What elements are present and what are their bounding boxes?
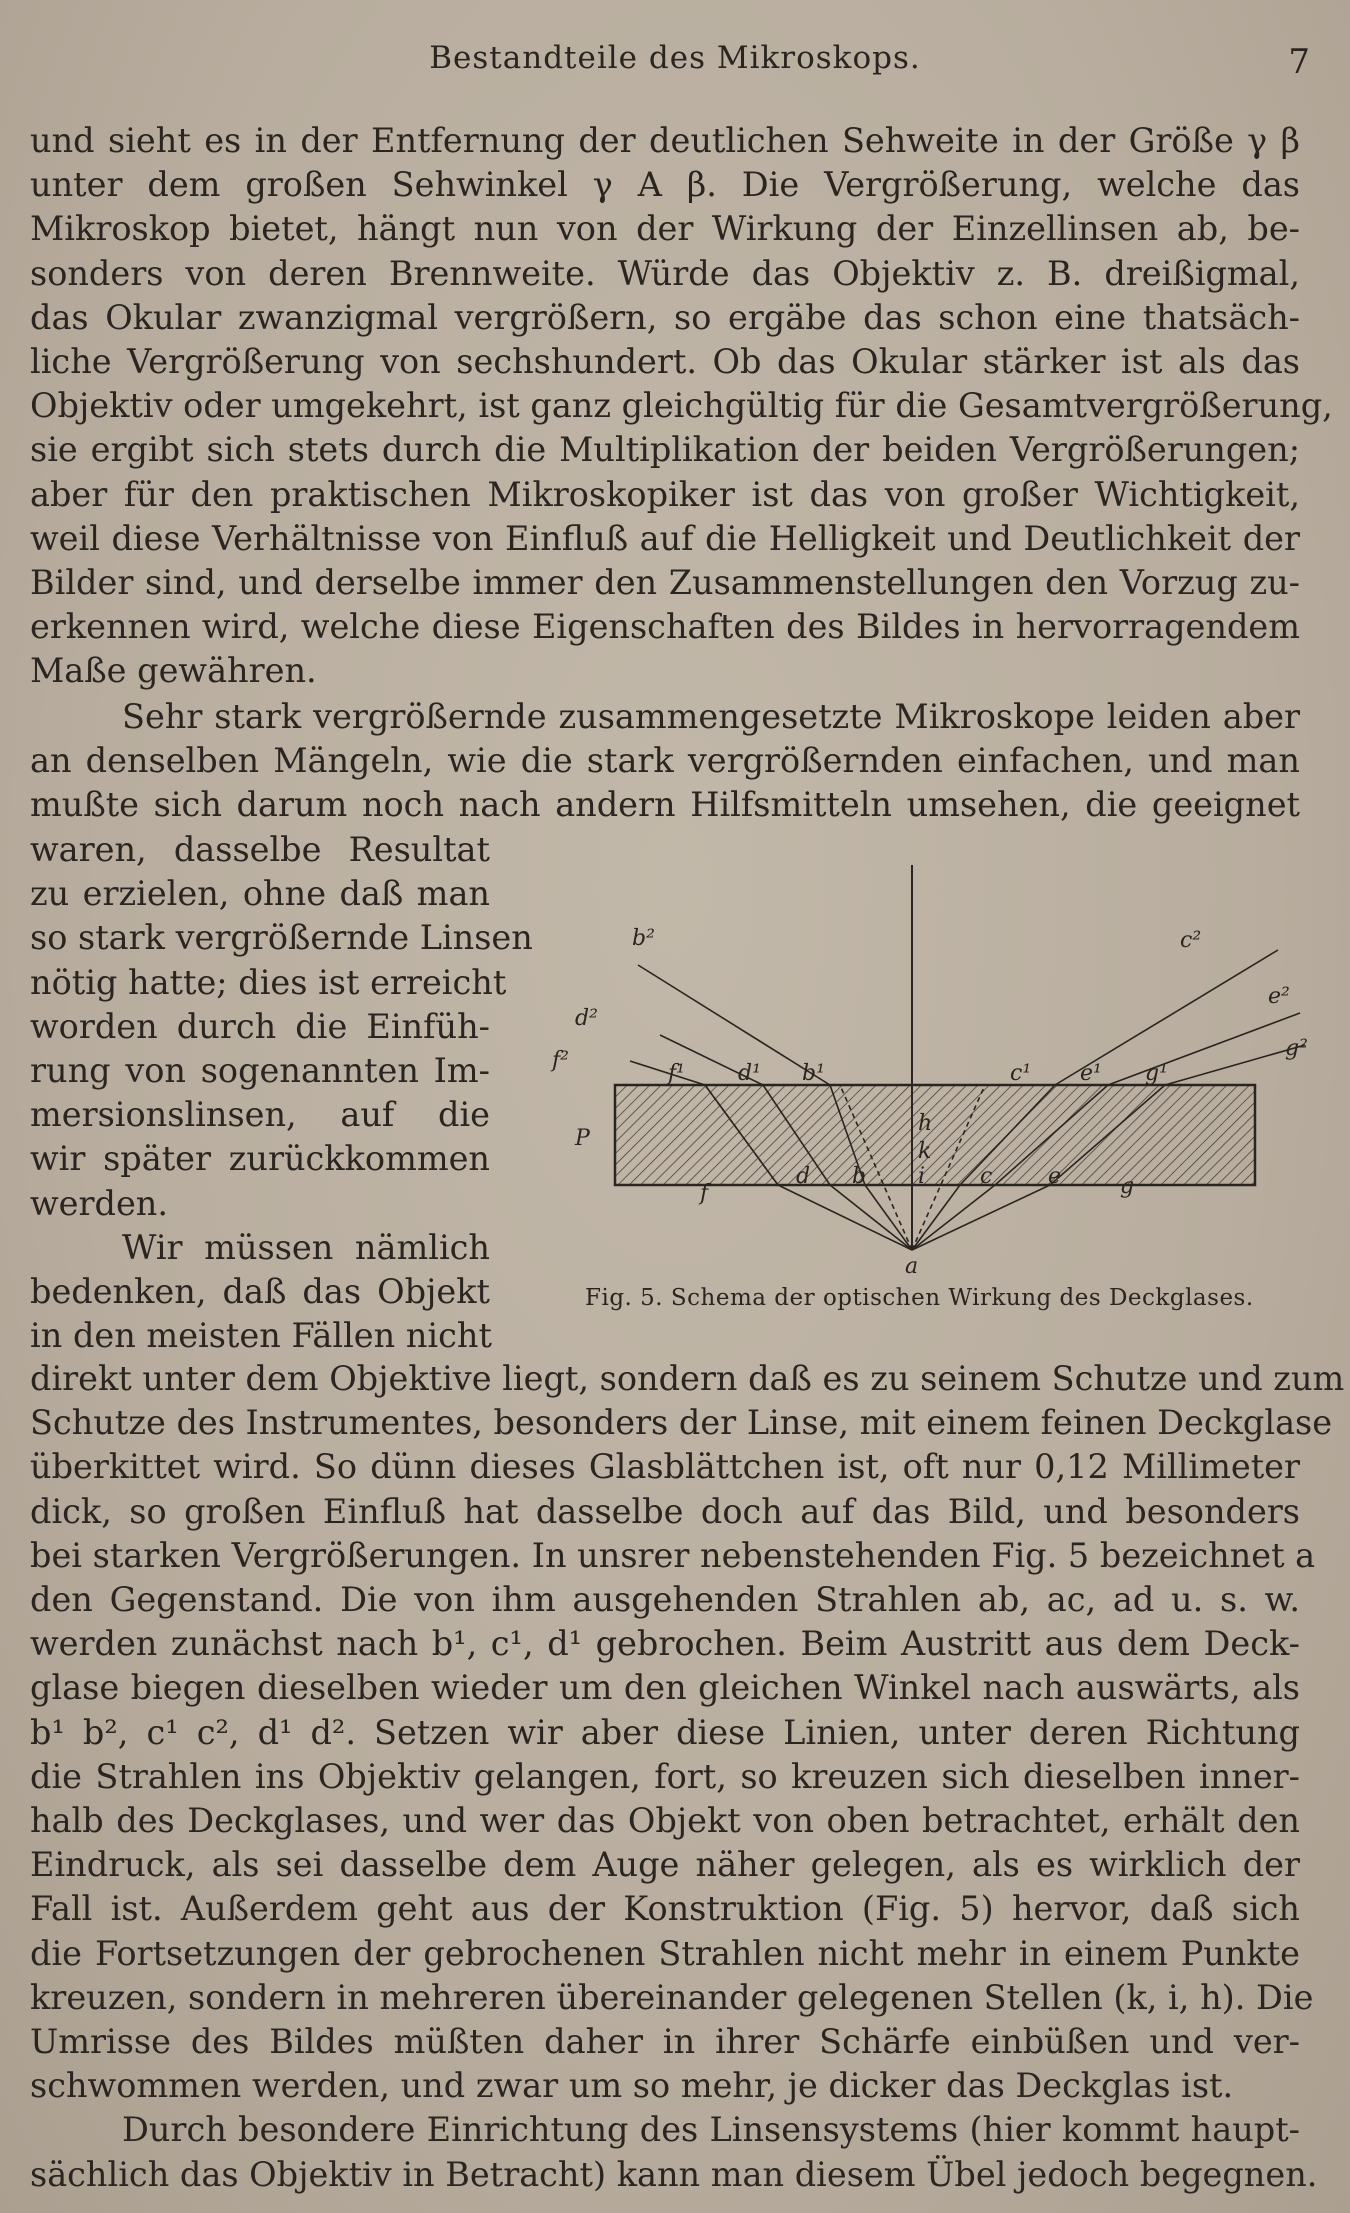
- text-line: sonders von deren Brennweite. Würde das Objektiv z. B. dreißigmal,: [30, 253, 1300, 293]
- text-line: dick, so großen Einfluß hat dasselbe doch auf das Bild, und besonders: [30, 1491, 1300, 1531]
- label-p: P: [575, 1126, 590, 1151]
- label-f1: f¹: [668, 1061, 685, 1086]
- text-line: bei starken Vergrößerungen. In unsrer nebenstehenden Fig. 5 bezeichnet a: [30, 1535, 1316, 1575]
- text-line: in den meisten Fällen nicht: [30, 1316, 492, 1356]
- text-line: Fall ist. Außerdem geht aus der Konstruktion (Fig. 5) hervor, daß sich: [30, 1889, 1300, 1929]
- label-e: e: [1048, 1164, 1062, 1189]
- text-line: waren, dasselbe Resultat: [30, 830, 490, 869]
- label-d: d: [796, 1164, 811, 1189]
- text-line: mersionslinsen, auf die: [30, 1095, 490, 1135]
- label-g2: g²: [1285, 1036, 1308, 1061]
- text-line: so stark vergrößernde Linsen: [30, 918, 533, 958]
- text-line: sie ergibt sich stets durch die Multiplikation der beiden Vergrößerungen;: [30, 430, 1300, 470]
- text-line: sächlich das Objektiv in Betracht) kann man diesem Übel jedoch begegnen.: [30, 2154, 1318, 2194]
- text-line: Mikroskop bietet, hängt nun von der Wirkung der Einzellinsen ab, be-: [30, 209, 1300, 249]
- text-line: zu erzielen, ohne daß man: [30, 874, 490, 914]
- page-number: 7: [1288, 42, 1310, 82]
- text-line: Maße gewähren.: [30, 651, 317, 691]
- text-line: Sehr stark vergrößernde zusammengesetzte Mikroskope leiden aber: [122, 697, 1300, 736]
- text-line: werden.: [30, 1183, 169, 1223]
- cover-glass: [615, 1085, 1255, 1185]
- label-e2: e²: [1268, 984, 1290, 1009]
- text-line: b¹ b², c¹ c², d¹ d². Setzen wir aber diese Linien, unter deren Richtung: [30, 1712, 1300, 1752]
- text-line: und sieht es in der Entfernung der deutlichen Sehweite in der Größe γ β: [30, 121, 1300, 160]
- text-line: werden zunächst nach b¹, c¹, d¹ gebrochen. Beim Austritt aus dem Deck-: [30, 1624, 1300, 1664]
- figure-5: [540, 855, 1330, 1335]
- label-d2: d²: [575, 1006, 598, 1031]
- label-d1: d¹: [738, 1061, 761, 1086]
- paragraph-2-narrow: [30, 828, 533, 1358]
- text-line: das Okular zwanzigmal vergrößern, so ergäbe das schon eine thatsäch-: [30, 297, 1300, 337]
- text-line: Objektiv oder umgekehrt, ist ganz gleichgültig für die Gesamtvergrößerung,: [30, 386, 1333, 426]
- text-line: Durch besondere Einrichtung des Linsensystems (hier kommt haupt-: [122, 2110, 1300, 2150]
- text-line: Eindruck, als sei dasselbe dem Auge näher gelegen, als es wirklich der: [30, 1845, 1300, 1885]
- label-c: c: [980, 1164, 993, 1189]
- text-line: den Gegenstand. Die von ihm ausgehenden Strahlen ab, ac, ad u. s. w.: [30, 1580, 1300, 1620]
- text-line: die Fortsetzungen der gebrochenen Strahlen nicht mehr in einem Punkte: [30, 1933, 1300, 1973]
- paragraph-1: [30, 119, 1333, 694]
- label-a: a: [905, 1254, 919, 1275]
- paragraph-3: [30, 1357, 1345, 2197]
- label-h: h: [918, 1111, 933, 1136]
- text-line: Schutze des Instrumentes, besonders der Linse, mit einem feinen Deckglase: [30, 1403, 1333, 1443]
- text-line: weil diese Verhältnisse von Einfluß auf die Helligkeit und Deutlichkeit der: [30, 518, 1300, 558]
- label-f2: f²: [552, 1048, 569, 1073]
- label-g: g: [1120, 1174, 1135, 1199]
- text-line: Bilder sind, und derselbe immer den Zusammenstellungen den Vorzug zu-: [30, 563, 1300, 603]
- label-g1: g¹: [1145, 1061, 1168, 1086]
- label-b2: b²: [632, 926, 655, 951]
- label-e1: e¹: [1080, 1061, 1102, 1086]
- text-line: nötig hatte; dies ist erreicht: [30, 962, 507, 1002]
- text-line: Wir müssen nämlich: [122, 1227, 490, 1267]
- label-i: i: [918, 1164, 926, 1189]
- text-line: aber für den praktischen Mikroskopiker ist das von großer Wichtigkeit,: [30, 474, 1300, 514]
- label-k: k: [918, 1139, 932, 1164]
- text-line: liche Vergrößerung von sechshundert. Ob das Okular stärker ist als das: [30, 342, 1300, 382]
- figure-caption: Fig. 5. Schema der optischen Wirkung des Deckglases.: [585, 1285, 1254, 1311]
- text-line: überkittet wird. So dünn dieses Glasblättchen ist, oft nur 0,12 Millimeter: [30, 1447, 1300, 1487]
- text-line: erkennen wird, welche diese Eigenschaften des Bildes in hervorragendem: [30, 607, 1300, 647]
- text-line: worden durch die Einfüh-: [30, 1006, 490, 1046]
- text-line: bedenken, daß das Objekt: [30, 1272, 490, 1312]
- label-c2: c²: [1180, 928, 1202, 953]
- text-line: Umrisse des Bildes müßten daher in ihrer Schärfe einbüßen und ver-: [30, 2022, 1300, 2062]
- label-b: b: [852, 1164, 867, 1189]
- text-line: an denselben Mängeln, wie die stark vergrößernden einfachen, und man: [30, 741, 1300, 781]
- page-header: [30, 40, 1320, 90]
- text-line: unter dem großen Sehwinkel γ A β. Die Vergrößerung, welche das: [30, 165, 1300, 205]
- text-line: rung von sogenannten Im-: [30, 1051, 490, 1091]
- text-line: glase biegen dieselben wieder um den gleichen Winkel nach auswärts, als: [30, 1668, 1300, 1708]
- text-line: schwommen werden, und zwar um so mehr, je dicker das Deckglas ist.: [30, 2066, 1234, 2106]
- text-line: die Strahlen ins Objektiv gelangen, fort, so kreuzen sich dieselben inner-: [30, 1756, 1300, 1796]
- label-f: f: [700, 1181, 709, 1206]
- text-line: kreuzen, sondern in mehreren übereinander gelegenen Stellen (k, i, h). Die: [30, 1977, 1314, 2017]
- text-line: wir später zurückkommen: [30, 1139, 490, 1179]
- text-line: halb des Deckglases, und wer das Objekt von oben betrachtet, erhält den: [30, 1801, 1300, 1841]
- paragraph-2: [30, 695, 1300, 828]
- running-title: Bestandteile des Mikroskops.: [429, 40, 921, 76]
- text-line: mußte sich darum noch nach andern Hilfsmitteln umsehen, die geeignet: [30, 785, 1300, 825]
- label-b1: b¹: [802, 1061, 825, 1086]
- cover-glass-diagram: [540, 855, 1330, 1275]
- text-line: direkt unter dem Objektive liegt, sondern daß es zu seinem Schutze und zum: [30, 1359, 1345, 1398]
- label-c1: c¹: [1010, 1061, 1032, 1086]
